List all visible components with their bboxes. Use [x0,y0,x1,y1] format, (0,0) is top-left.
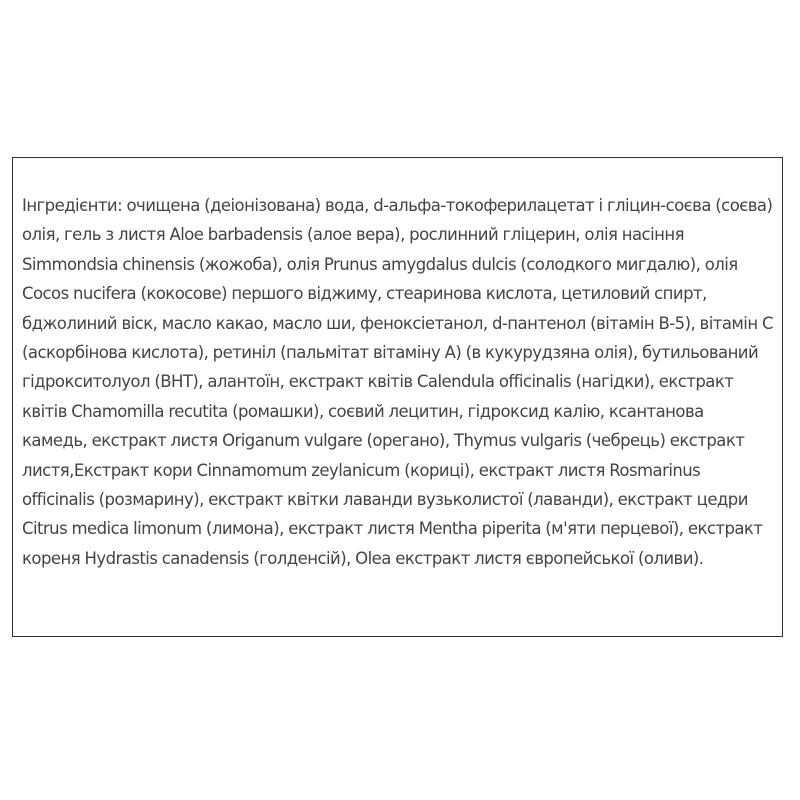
ingredients-box [12,157,783,637]
ingredients-text: Інгредієнти: очищена (деіонізована) вода, d-альфа-токоферилацетат і гліцин-соєва (соєва) олія, гель з листя Aloe barbadensis (алое вера), рослинний гліцерин, олія насіння Simmondsia chinensis (жожоба), олія Prunus amygdalus dulcis (солодкого мигдалю), олія Cocos nucifera (кокосове) першого віджиму, стеаринова кислота, цетиловий спирт, бджолиний віск, масло какао, масло ши, феноксіетанол, d-пантенол (вітамін B-5), вітамін C (аскорбінова кислота), ретиніл (пальмітат вітаміну A) (в кукурудзяна олія), бутильований гідрокситолуол (BHT), алантоїн, екстракт квітів Calendula officinalis (нагідки), екстракт квітів Chamomilla recutita (ромашки), соєвий лецитин, гідроксид калію, ксантанова камедь, екстракт листя Origanum vulgare (орегано), Thymus vulgaris (чебрець) екстракт листя,Екстракт кори Cinnamomum zeylanicum (кориці), екстракт листя Rosmarinus officinalis (розмарину), екстракт квітки лаванди вузьколистої (лаванди), екстракт цедри Citrus medica limonum (лимона), екстракт листя Mentha piperita (м'яти перцевої), екстракт кореня Hydrastis canadensis (голденсій), Olea екстракт листя європейської (оливи). [22,196,773,568]
